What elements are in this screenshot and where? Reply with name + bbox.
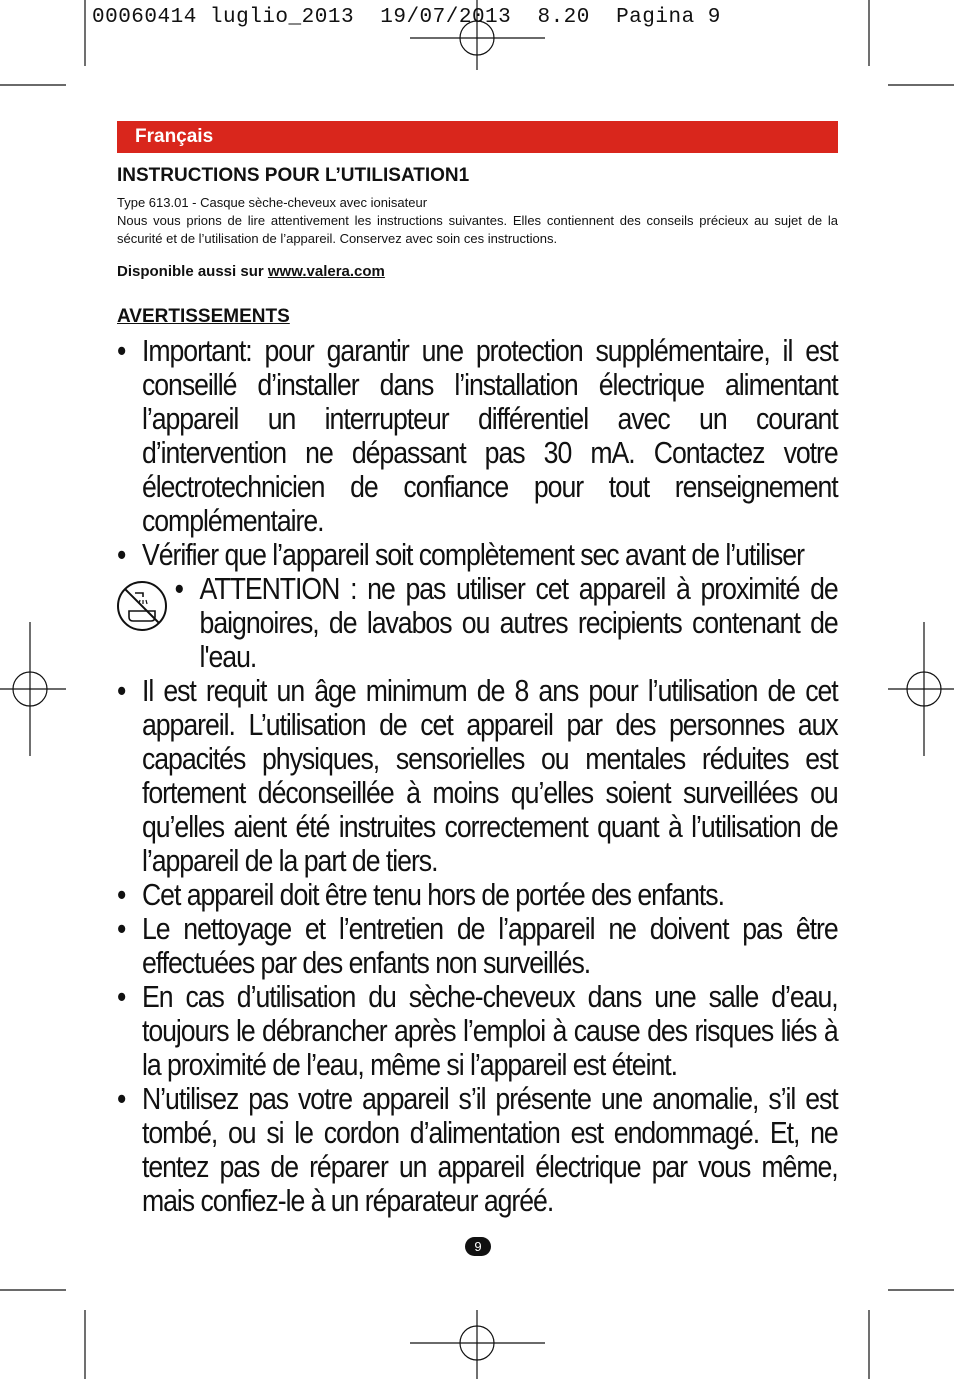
website-link[interactable]: www.valera.com (267, 263, 385, 280)
instructions-heading: INSTRUCTIONS POUR L’UTILISATION1 (117, 165, 470, 186)
print-slug: 00060414 luglio_2013 19/07/2013 8.20 Pagina 9 (92, 6, 721, 29)
language-tab-label: Français (135, 126, 214, 147)
warnings-list (117, 333, 838, 1218)
warning-item: • ATTENTION : ne pas utiliser cet appareil à proximité de baignoires, de lavabos ou autres recipients contenant de l'eau. (117, 572, 838, 674)
warning-item: • Important: pour garantir une protection supplémentaire, il est conseillé d’installer dans l’installation électrique alimentant l’appareil un interrupteur différentiel avec un courant d’intervention ne dépassant pas 30 mA. Contactez votre électrotechnicien de confiance pour tout renseignement complémentaire. (117, 334, 838, 538)
page-number: 9 (465, 1237, 491, 1256)
warning-item: • Vérifier que l’appareil soit complètement sec avant de l’utiliser (117, 538, 838, 572)
warning-item: • N’utilisez pas votre appareil s’il présente une anomalie, s’il est tombé, ou si le cordon d’alimentation est endommagé. Et, ne tentez pas de réparer un appareil électrique par vous même, mais confiez-le à un réparateur agréé. (117, 1082, 838, 1218)
type-line: Type 613.01 - Casque sèche-cheveux avec ionisateur (117, 195, 428, 210)
availability-line (117, 263, 385, 280)
availability-label: Disponible aussi sur (117, 263, 264, 280)
intro-paragraph: Nous vous prions de lire attentivement les instructions suivantes. Elles contiennent des conseils précieux au sujet de la sécurité et de l’utilisation de l’appareil. Conservez avec soin ces instructions. (117, 213, 838, 246)
warning-item: • Le nettoyage et l’entretien de l’appareil ne doivent pas être effectuées par des enfants non surveillés. (117, 912, 838, 980)
warnings-heading: AVERTISSEMENTS (117, 306, 290, 327)
warning-item: • Il est requit un âge minimum de 8 ans pour l’utilisation de cet appareil. L’utilisation de cet appareil par des personnes aux capacités physiques, sensorielles ou mentales réduites est fortement déconseillée à moins qu’elles soient surveillées ou qu’elles aient été instruites correctement quant à l’utilisation de l’appareil de la part de tiers. (117, 674, 838, 878)
warning-item: • Cet appareil doit être tenu hors de portée des enfants. (117, 878, 838, 912)
warning-item: • En cas d’utilisation du sèche-cheveux dans une salle d’eau, toujours le débrancher après l’emploi à cause des risques liés à la proximité de l’eau, même si l’appareil est éteint. (117, 980, 838, 1082)
language-tab (117, 121, 838, 153)
